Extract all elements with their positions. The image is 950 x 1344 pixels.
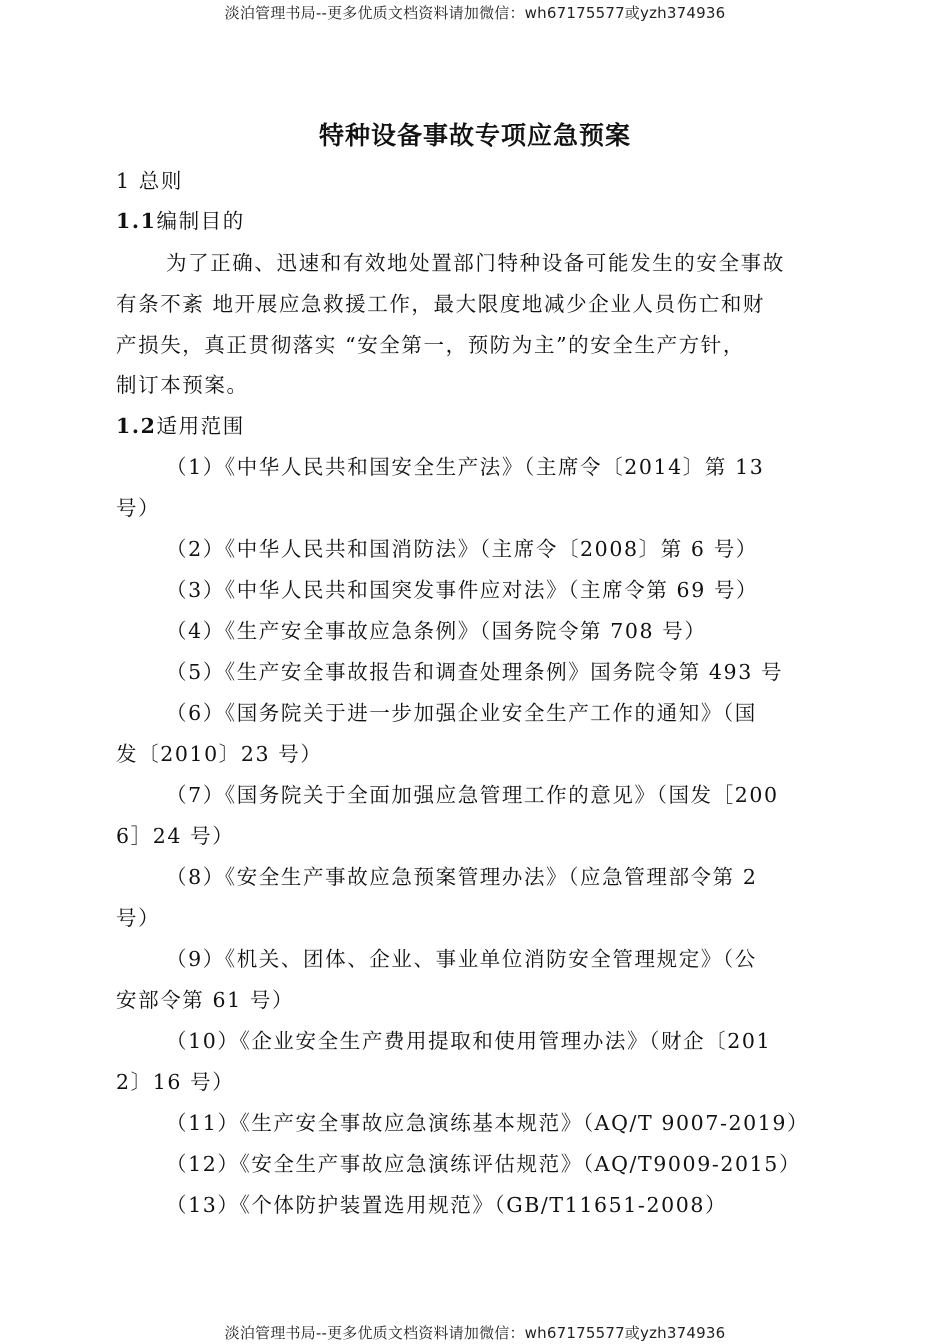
scope-item: （9）《机关、团体、企业、事业单位消防安全管理规定》（公	[166, 947, 757, 971]
section-label: 适用范围	[156, 414, 245, 438]
paragraph-line: 产损失，真正贯彻落实 “安全第一，预防为主”的安全生产方针，	[116, 333, 745, 357]
scope-item: （13）《个体防护装置选用规范》（GB/T11651-2008）	[166, 1193, 728, 1217]
paragraph-line: 为了正确、迅速和有效地处置部门特种设备可能发生的安全事故	[166, 251, 785, 275]
scope-item-continuation: 发〔2010〕23 号）	[116, 742, 323, 766]
section-heading-general: 1 总则	[116, 169, 183, 193]
section-number: 1.1	[116, 209, 157, 233]
scope-item: （10）《企业安全生产费用提取和使用管理办法》（财企〔201	[166, 1029, 772, 1053]
section-heading-purpose	[116, 206, 245, 236]
section-label: 编制目的	[156, 209, 245, 233]
scope-item: （11）《生产安全事故应急演练基本规范》（AQ/T 9007-2019）	[166, 1111, 810, 1135]
paragraph-line: 有条不紊 地开展应急救援工作，最大限度地减少企业人员伤亡和财	[116, 292, 766, 316]
section-number: 1.2	[116, 414, 157, 438]
scope-item: （7）《国务院关于全面加强应急管理工作的意见》（国发［200	[166, 783, 779, 807]
scope-item: （4）《生产安全事故应急条例》（国务院令第 708 号）	[166, 619, 707, 643]
scope-item-continuation: 安部令第 61 号）	[116, 988, 295, 1012]
scope-item: （12）《安全生产事故应急演练评估规范》（AQ/T9009-2015）	[166, 1152, 802, 1176]
scope-item-continuation: 号）	[116, 496, 161, 520]
section-heading-scope	[116, 411, 245, 441]
footer-banner: 淡泊管理书局--更多优质文档资料请加微信：wh67175577或yzh374936	[224, 1324, 726, 1342]
scope-item: （5）《生产安全事故报告和调查处理条例》国务院令第 493 号	[166, 660, 784, 684]
scope-item: （2）《中华人民共和国消防法》（主席令〔2008〕第 6 号）	[166, 537, 758, 561]
scope-item: （3）《中华人民共和国突发事件应对法》（主席令第 69 号）	[166, 578, 759, 602]
scope-item: （8）《安全生产事故应急预案管理办法》（应急管理部令第 2	[166, 865, 758, 889]
scope-item-continuation: 2〕16 号）	[116, 1070, 235, 1094]
scope-item: （6）《国务院关于进一步加强企业安全生产工作的通知》（国	[166, 701, 757, 725]
scope-item-continuation: 号）	[116, 906, 161, 930]
header-banner: 淡泊管理书局--更多优质文档资料请加微信：wh67175577或yzh374936	[224, 4, 726, 22]
paragraph-line: 制订本预案。	[116, 373, 249, 397]
document-title: 特种设备事故专项应急预案	[318, 121, 631, 150]
scope-item-continuation: 6］24 号）	[116, 824, 235, 848]
scope-item: （1）《中华人民共和国安全生产法》（主席令〔2014〕第 13	[166, 455, 765, 479]
